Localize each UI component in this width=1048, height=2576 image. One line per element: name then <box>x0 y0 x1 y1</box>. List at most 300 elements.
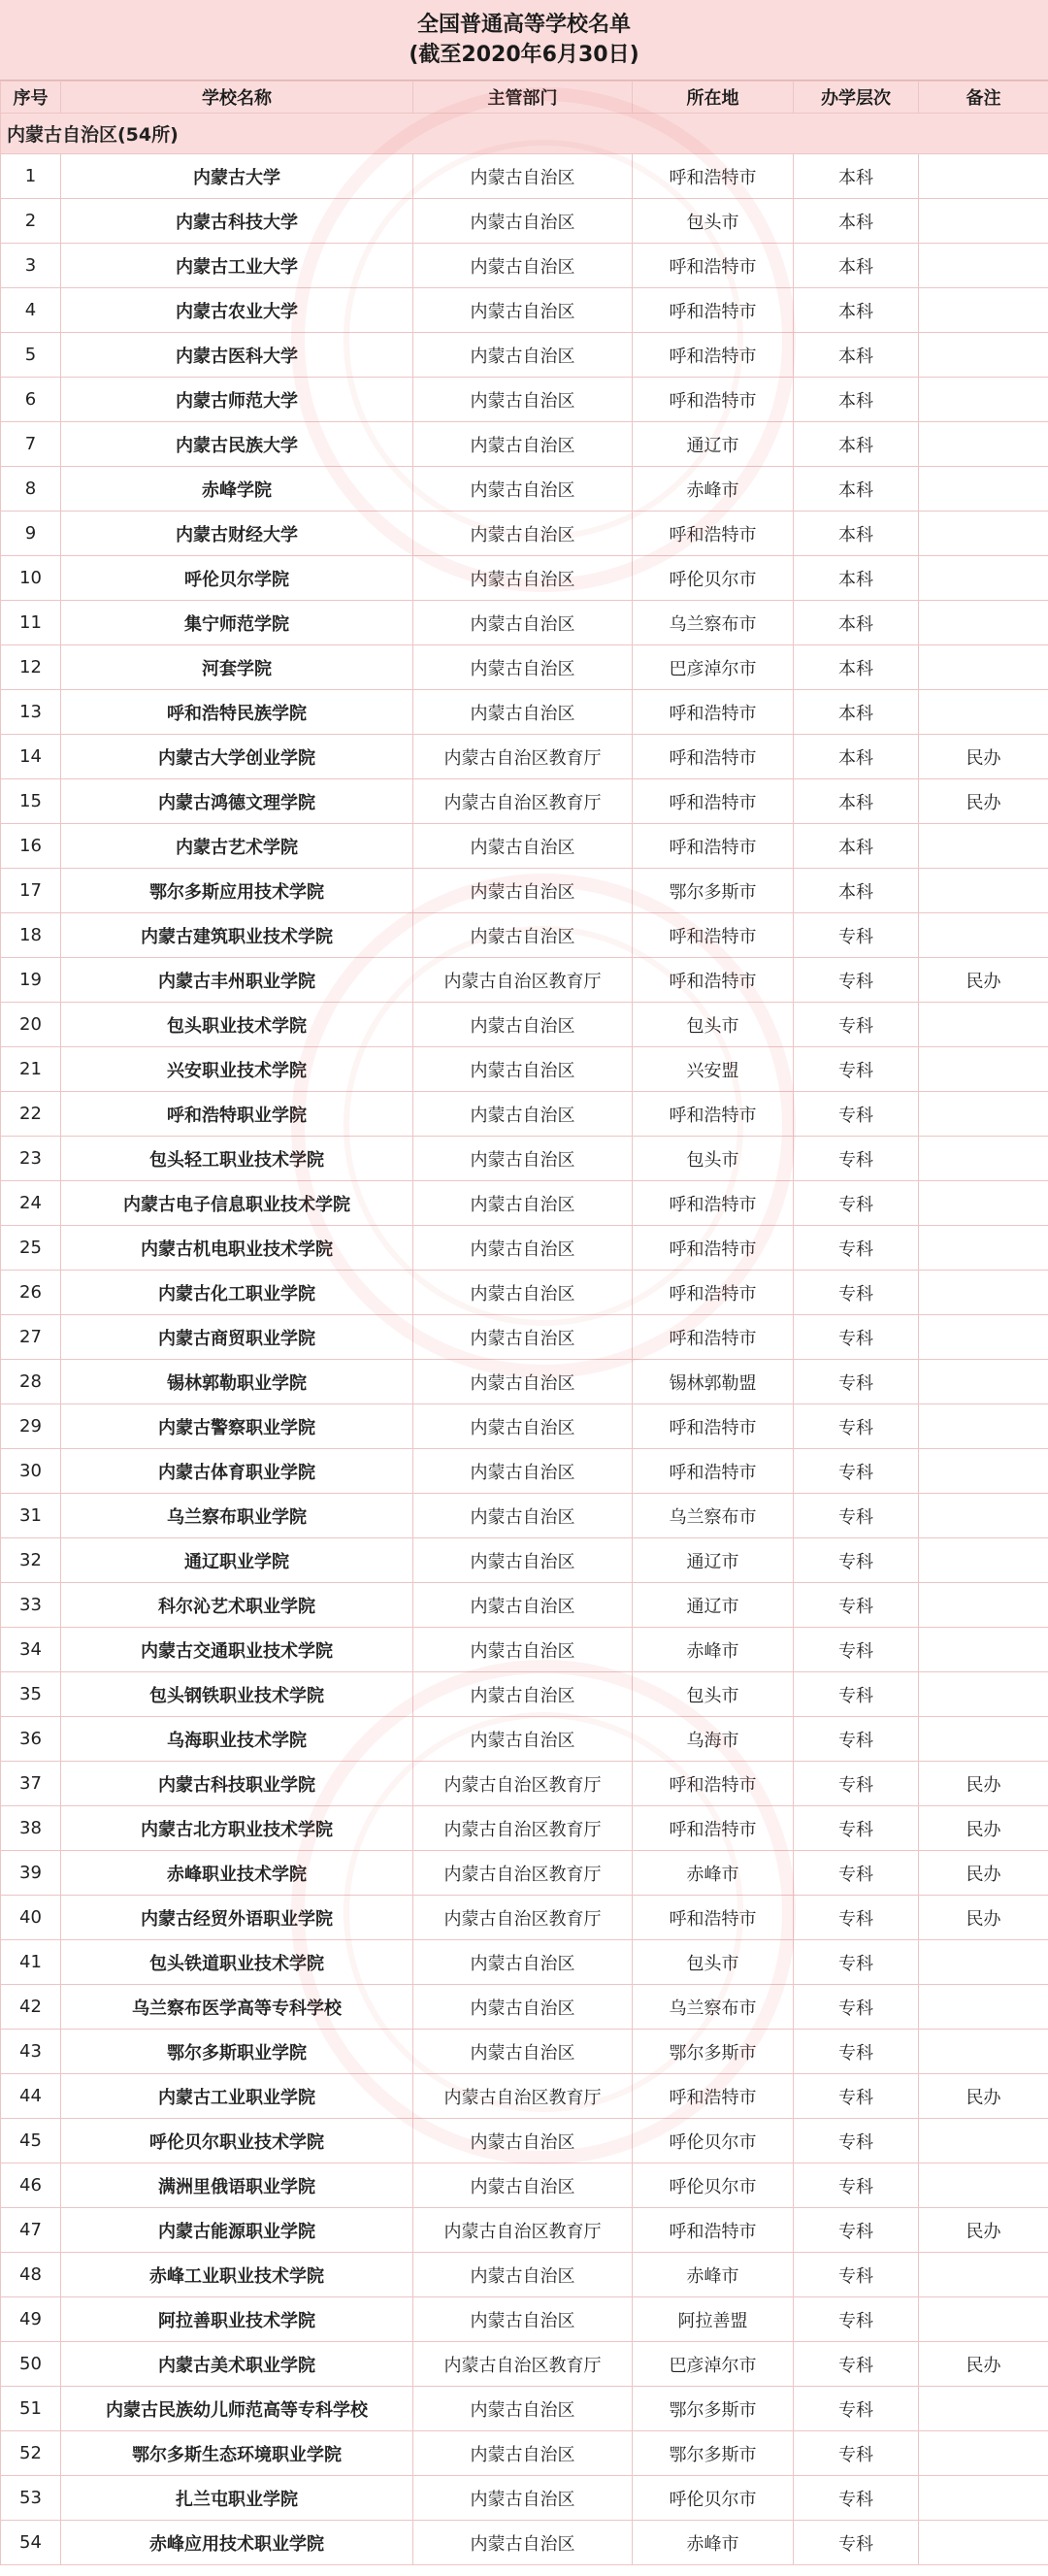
table-row <box>1 1985 1048 2030</box>
region-row <box>1 114 1048 154</box>
row-number: 4 <box>1 288 61 333</box>
location: 呼和浩特市 <box>633 1315 794 1360</box>
remark <box>919 601 1048 645</box>
school-name: 内蒙古工业职业学院 <box>61 2074 413 2119</box>
school-name: 内蒙古机电职业技术学院 <box>61 1226 413 1271</box>
location: 赤峰市 <box>633 1851 794 1896</box>
row-number: 53 <box>1 2476 61 2521</box>
supervising-dept: 内蒙古自治区 <box>413 2476 633 2521</box>
supervising-dept: 内蒙古自治区教育厅 <box>413 1896 633 1940</box>
school-name: 锡林郭勒职业学院 <box>61 1360 413 1404</box>
education-level: 专科 <box>794 1896 919 1940</box>
supervising-dept: 内蒙古自治区 <box>413 2119 633 2163</box>
supervising-dept: 内蒙古自治区教育厅 <box>413 2074 633 2119</box>
supervising-dept: 内蒙古自治区 <box>413 1092 633 1137</box>
remark <box>919 2119 1048 2163</box>
school-name: 呼伦贝尔学院 <box>61 556 413 601</box>
location: 呼和浩特市 <box>633 779 794 824</box>
supervising-dept: 内蒙古自治区 <box>413 1985 633 2030</box>
row-number: 37 <box>1 1762 61 1806</box>
school-name: 阿拉善职业技术学院 <box>61 2297 413 2342</box>
school-name: 呼和浩特民族学院 <box>61 690 413 735</box>
location: 呼和浩特市 <box>633 2208 794 2253</box>
location: 通辽市 <box>633 1538 794 1583</box>
row-number: 3 <box>1 244 61 288</box>
row-number: 38 <box>1 1806 61 1851</box>
remark <box>919 913 1048 958</box>
remark: 民办 <box>919 779 1048 824</box>
school-name: 内蒙古医科大学 <box>61 333 413 378</box>
location: 呼和浩特市 <box>633 288 794 333</box>
row-number: 14 <box>1 735 61 779</box>
supervising-dept: 内蒙古自治区教育厅 <box>413 2342 633 2387</box>
remark <box>919 1494 1048 1538</box>
header-row <box>1 82 1048 114</box>
education-level: 本科 <box>794 288 919 333</box>
table-row <box>1 1449 1048 1494</box>
school-name: 内蒙古化工职业学院 <box>61 1271 413 1315</box>
school-name: 内蒙古财经大学 <box>61 512 413 556</box>
location: 呼伦贝尔市 <box>633 556 794 601</box>
school-name: 内蒙古农业大学 <box>61 288 413 333</box>
table-row <box>1 2342 1048 2387</box>
table-row <box>1 1003 1048 1047</box>
row-number: 18 <box>1 913 61 958</box>
table-row <box>1 735 1048 779</box>
table-row <box>1 2163 1048 2208</box>
education-level: 本科 <box>794 869 919 913</box>
education-level: 本科 <box>794 244 919 288</box>
table-row <box>1 1494 1048 1538</box>
row-number: 43 <box>1 2030 61 2074</box>
remark <box>919 2297 1048 2342</box>
school-name: 满洲里俄语职业学院 <box>61 2163 413 2208</box>
table-row <box>1 1137 1048 1181</box>
school-name: 内蒙古经贸外语职业学院 <box>61 1896 413 1940</box>
location: 赤峰市 <box>633 2253 794 2297</box>
education-level: 专科 <box>794 2431 919 2476</box>
table-row <box>1 422 1048 467</box>
school-name: 鄂尔多斯职业学院 <box>61 2030 413 2074</box>
row-number: 50 <box>1 2342 61 2387</box>
remark <box>919 1047 1048 1092</box>
table-row <box>1 1404 1048 1449</box>
school-name: 内蒙古师范大学 <box>61 378 413 422</box>
row-number: 52 <box>1 2431 61 2476</box>
table-row <box>1 1762 1048 1806</box>
row-number: 32 <box>1 1538 61 1583</box>
school-name: 内蒙古建筑职业技术学院 <box>61 913 413 958</box>
education-level: 专科 <box>794 1003 919 1047</box>
location: 呼和浩特市 <box>633 824 794 869</box>
supervising-dept: 内蒙古自治区 <box>413 288 633 333</box>
location: 呼和浩特市 <box>633 1806 794 1851</box>
supervising-dept: 内蒙古自治区 <box>413 2521 633 2565</box>
table-row <box>1 958 1048 1003</box>
table-row <box>1 1851 1048 1896</box>
row-number: 24 <box>1 1181 61 1226</box>
school-name: 内蒙古工业大学 <box>61 244 413 288</box>
school-name: 内蒙古民族大学 <box>61 422 413 467</box>
remark <box>919 1137 1048 1181</box>
remark: 民办 <box>919 958 1048 1003</box>
school-name: 兴安职业技术学院 <box>61 1047 413 1092</box>
row-number: 47 <box>1 2208 61 2253</box>
table-row <box>1 1672 1048 1717</box>
table-row <box>1 824 1048 869</box>
remark: 民办 <box>919 2074 1048 2119</box>
remark <box>919 2476 1048 2521</box>
location: 呼伦贝尔市 <box>633 2163 794 2208</box>
education-level: 专科 <box>794 1628 919 1672</box>
row-number: 40 <box>1 1896 61 1940</box>
header-location: 所在地 <box>633 82 794 114</box>
location: 乌海市 <box>633 1717 794 1762</box>
row-number: 48 <box>1 2253 61 2297</box>
row-number: 28 <box>1 1360 61 1404</box>
school-name: 乌兰察布医学高等专科学校 <box>61 1985 413 2030</box>
remark <box>919 288 1048 333</box>
remark: 民办 <box>919 2342 1048 2387</box>
school-name: 科尔沁艺术职业学院 <box>61 1583 413 1628</box>
row-number: 44 <box>1 2074 61 2119</box>
education-level: 专科 <box>794 2163 919 2208</box>
supervising-dept: 内蒙古自治区 <box>413 333 633 378</box>
row-number: 26 <box>1 1271 61 1315</box>
school-name: 包头钢铁职业技术学院 <box>61 1672 413 1717</box>
location: 呼和浩特市 <box>633 1449 794 1494</box>
row-number: 10 <box>1 556 61 601</box>
location: 包头市 <box>633 1003 794 1047</box>
location: 呼和浩特市 <box>633 1226 794 1271</box>
remark <box>919 199 1048 244</box>
table-row <box>1 1271 1048 1315</box>
remark <box>919 378 1048 422</box>
table-row <box>1 199 1048 244</box>
remark <box>919 1404 1048 1449</box>
row-number: 17 <box>1 869 61 913</box>
school-name: 乌兰察布职业学院 <box>61 1494 413 1538</box>
education-level: 本科 <box>794 601 919 645</box>
supervising-dept: 内蒙古自治区 <box>413 1360 633 1404</box>
table-row <box>1 1226 1048 1271</box>
row-number: 25 <box>1 1226 61 1271</box>
supervising-dept: 内蒙古自治区 <box>413 913 633 958</box>
education-level: 本科 <box>794 378 919 422</box>
location: 鄂尔多斯市 <box>633 869 794 913</box>
supervising-dept: 内蒙古自治区教育厅 <box>413 958 633 1003</box>
row-number: 2 <box>1 199 61 244</box>
supervising-dept: 内蒙古自治区 <box>413 1494 633 1538</box>
location: 阿拉善盟 <box>633 2297 794 2342</box>
location: 呼和浩特市 <box>633 333 794 378</box>
supervising-dept: 内蒙古自治区 <box>413 422 633 467</box>
school-name: 呼伦贝尔职业技术学院 <box>61 2119 413 2163</box>
location: 呼和浩特市 <box>633 1762 794 1806</box>
table-row <box>1 154 1048 199</box>
education-level: 本科 <box>794 690 919 735</box>
location: 呼和浩特市 <box>633 1092 794 1137</box>
location: 包头市 <box>633 1672 794 1717</box>
remark <box>919 1985 1048 2030</box>
remark <box>919 1538 1048 1583</box>
row-number: 23 <box>1 1137 61 1181</box>
school-name: 包头职业技术学院 <box>61 1003 413 1047</box>
supervising-dept: 内蒙古自治区 <box>413 645 633 690</box>
remark: 民办 <box>919 1762 1048 1806</box>
school-name: 赤峰职业技术学院 <box>61 1851 413 1896</box>
education-level: 专科 <box>794 1404 919 1449</box>
school-name: 包头铁道职业技术学院 <box>61 1940 413 1985</box>
row-number: 31 <box>1 1494 61 1538</box>
location: 呼和浩特市 <box>633 244 794 288</box>
location: 乌兰察布市 <box>633 1494 794 1538</box>
school-name: 内蒙古商贸职业学院 <box>61 1315 413 1360</box>
supervising-dept: 内蒙古自治区 <box>413 1047 633 1092</box>
remark: 民办 <box>919 1851 1048 1896</box>
education-level: 专科 <box>794 1806 919 1851</box>
location: 乌兰察布市 <box>633 1985 794 2030</box>
remark <box>919 333 1048 378</box>
education-level: 专科 <box>794 1538 919 1583</box>
remark <box>919 1003 1048 1047</box>
remark <box>919 1449 1048 1494</box>
row-number: 19 <box>1 958 61 1003</box>
school-name: 内蒙古美术职业学院 <box>61 2342 413 2387</box>
school-name: 包头轻工职业技术学院 <box>61 1137 413 1181</box>
location: 通辽市 <box>633 1583 794 1628</box>
row-number: 30 <box>1 1449 61 1494</box>
row-number: 27 <box>1 1315 61 1360</box>
header-note: 备注 <box>919 82 1048 114</box>
education-level: 专科 <box>794 1271 919 1315</box>
table-row <box>1 1047 1048 1092</box>
table-row <box>1 1940 1048 1985</box>
remark <box>919 1092 1048 1137</box>
table-row <box>1 1896 1048 1940</box>
education-level: 专科 <box>794 2208 919 2253</box>
supervising-dept: 内蒙古自治区 <box>413 2163 633 2208</box>
remark <box>919 1628 1048 1672</box>
supervising-dept: 内蒙古自治区 <box>413 2030 633 2074</box>
education-level: 专科 <box>794 2030 919 2074</box>
education-level: 专科 <box>794 1315 919 1360</box>
education-level: 专科 <box>794 1360 919 1404</box>
table-row <box>1 2387 1048 2431</box>
remark <box>919 1226 1048 1271</box>
supervising-dept: 内蒙古自治区教育厅 <box>413 1762 633 1806</box>
table-row <box>1 333 1048 378</box>
remark <box>919 690 1048 735</box>
location: 锡林郭勒盟 <box>633 1360 794 1404</box>
supervising-dept: 内蒙古自治区 <box>413 1940 633 1985</box>
education-level: 本科 <box>794 467 919 512</box>
education-level: 本科 <box>794 422 919 467</box>
table-row <box>1 2030 1048 2074</box>
location: 乌兰察布市 <box>633 601 794 645</box>
table-row <box>1 1538 1048 1583</box>
remark: 民办 <box>919 1806 1048 1851</box>
education-level: 专科 <box>794 958 919 1003</box>
remark <box>919 645 1048 690</box>
remark: 民办 <box>919 1896 1048 1940</box>
education-level: 本科 <box>794 779 919 824</box>
row-number: 20 <box>1 1003 61 1047</box>
table-row <box>1 913 1048 958</box>
education-level: 专科 <box>794 1672 919 1717</box>
school-name: 内蒙古交通职业技术学院 <box>61 1628 413 1672</box>
location: 呼和浩特市 <box>633 913 794 958</box>
education-level: 专科 <box>794 2074 919 2119</box>
supervising-dept: 内蒙古自治区 <box>413 244 633 288</box>
supervising-dept: 内蒙古自治区 <box>413 1583 633 1628</box>
row-number: 36 <box>1 1717 61 1762</box>
table-row <box>1 2119 1048 2163</box>
location: 鄂尔多斯市 <box>633 2387 794 2431</box>
supervising-dept: 内蒙古自治区 <box>413 1628 633 1672</box>
row-number: 15 <box>1 779 61 824</box>
row-number: 29 <box>1 1404 61 1449</box>
supervising-dept: 内蒙古自治区 <box>413 1404 633 1449</box>
supervising-dept: 内蒙古自治区 <box>413 869 633 913</box>
row-number: 8 <box>1 467 61 512</box>
supervising-dept: 内蒙古自治区 <box>413 1137 633 1181</box>
education-level: 专科 <box>794 1181 919 1226</box>
header-no: 序号 <box>1 82 61 114</box>
education-level: 本科 <box>794 824 919 869</box>
education-level: 本科 <box>794 556 919 601</box>
supervising-dept: 内蒙古自治区 <box>413 378 633 422</box>
location: 巴彦淖尔市 <box>633 645 794 690</box>
supervising-dept: 内蒙古自治区 <box>413 1271 633 1315</box>
location: 呼和浩特市 <box>633 2074 794 2119</box>
row-number: 51 <box>1 2387 61 2431</box>
supervising-dept: 内蒙古自治区 <box>413 1717 633 1762</box>
supervising-dept: 内蒙古自治区 <box>413 1315 633 1360</box>
table-row <box>1 556 1048 601</box>
education-level: 本科 <box>794 512 919 556</box>
supervising-dept: 内蒙古自治区 <box>413 1003 633 1047</box>
remark <box>919 1360 1048 1404</box>
remark <box>919 1271 1048 1315</box>
supervising-dept: 内蒙古自治区 <box>413 690 633 735</box>
location: 呼和浩特市 <box>633 512 794 556</box>
table-row <box>1 512 1048 556</box>
education-level: 本科 <box>794 199 919 244</box>
school-name: 内蒙古民族幼儿师范高等专科学校 <box>61 2387 413 2431</box>
table-row <box>1 1315 1048 1360</box>
table-row <box>1 2208 1048 2253</box>
education-level: 专科 <box>794 1226 919 1271</box>
table-row <box>1 378 1048 422</box>
table-row <box>1 2521 1048 2565</box>
table-row <box>1 1628 1048 1672</box>
education-level: 专科 <box>794 1092 919 1137</box>
supervising-dept: 内蒙古自治区 <box>413 824 633 869</box>
education-level: 专科 <box>794 2342 919 2387</box>
education-level: 专科 <box>794 2387 919 2431</box>
school-name: 内蒙古科技职业学院 <box>61 1762 413 1806</box>
remark <box>919 2431 1048 2476</box>
school-name: 内蒙古能源职业学院 <box>61 2208 413 2253</box>
supervising-dept: 内蒙古自治区教育厅 <box>413 1851 633 1896</box>
table-row <box>1 1181 1048 1226</box>
education-level: 本科 <box>794 154 919 199</box>
location: 包头市 <box>633 1137 794 1181</box>
location: 呼和浩特市 <box>633 958 794 1003</box>
location: 呼伦贝尔市 <box>633 2476 794 2521</box>
table-row <box>1 869 1048 913</box>
table-row <box>1 2297 1048 2342</box>
education-level: 本科 <box>794 735 919 779</box>
education-level: 专科 <box>794 1851 919 1896</box>
school-name: 通辽职业学院 <box>61 1538 413 1583</box>
location: 鄂尔多斯市 <box>633 2030 794 2074</box>
school-name: 鄂尔多斯应用技术学院 <box>61 869 413 913</box>
school-name: 乌海职业技术学院 <box>61 1717 413 1762</box>
row-number: 9 <box>1 512 61 556</box>
school-name: 内蒙古体育职业学院 <box>61 1449 413 1494</box>
table-row <box>1 1583 1048 1628</box>
schools-table <box>0 81 1048 2565</box>
education-level: 专科 <box>794 2521 919 2565</box>
table-row <box>1 601 1048 645</box>
education-level: 专科 <box>794 1449 919 1494</box>
remark <box>919 1717 1048 1762</box>
school-name: 鄂尔多斯生态环境职业学院 <box>61 2431 413 2476</box>
school-name: 内蒙古大学 <box>61 154 413 199</box>
table-row <box>1 288 1048 333</box>
table-row <box>1 244 1048 288</box>
remark <box>919 1583 1048 1628</box>
row-number: 34 <box>1 1628 61 1672</box>
school-name: 内蒙古科技大学 <box>61 199 413 244</box>
location: 赤峰市 <box>633 467 794 512</box>
table-row <box>1 645 1048 690</box>
remark: 民办 <box>919 735 1048 779</box>
table-row <box>1 779 1048 824</box>
location: 呼和浩特市 <box>633 378 794 422</box>
education-level: 专科 <box>794 1494 919 1538</box>
education-level: 专科 <box>794 1940 919 1985</box>
school-name: 赤峰应用技术职业学院 <box>61 2521 413 2565</box>
location: 赤峰市 <box>633 1628 794 1672</box>
education-level: 专科 <box>794 2476 919 2521</box>
remark <box>919 869 1048 913</box>
location: 呼和浩特市 <box>633 690 794 735</box>
school-name: 内蒙古丰州职业学院 <box>61 958 413 1003</box>
row-number: 41 <box>1 1940 61 1985</box>
row-number: 12 <box>1 645 61 690</box>
table-row <box>1 2476 1048 2521</box>
row-number: 6 <box>1 378 61 422</box>
location: 通辽市 <box>633 422 794 467</box>
table-row <box>1 1360 1048 1404</box>
row-number: 42 <box>1 1985 61 2030</box>
education-level: 专科 <box>794 913 919 958</box>
remark <box>919 1181 1048 1226</box>
location: 兴安盟 <box>633 1047 794 1092</box>
education-level: 专科 <box>794 2253 919 2297</box>
remark <box>919 556 1048 601</box>
location: 呼和浩特市 <box>633 1896 794 1940</box>
row-number: 11 <box>1 601 61 645</box>
supervising-dept: 内蒙古自治区教育厅 <box>413 735 633 779</box>
table-row <box>1 1717 1048 1762</box>
remark <box>919 824 1048 869</box>
location: 呼和浩特市 <box>633 1271 794 1315</box>
title-line-2: (截至2020年6月30日) <box>409 43 639 67</box>
